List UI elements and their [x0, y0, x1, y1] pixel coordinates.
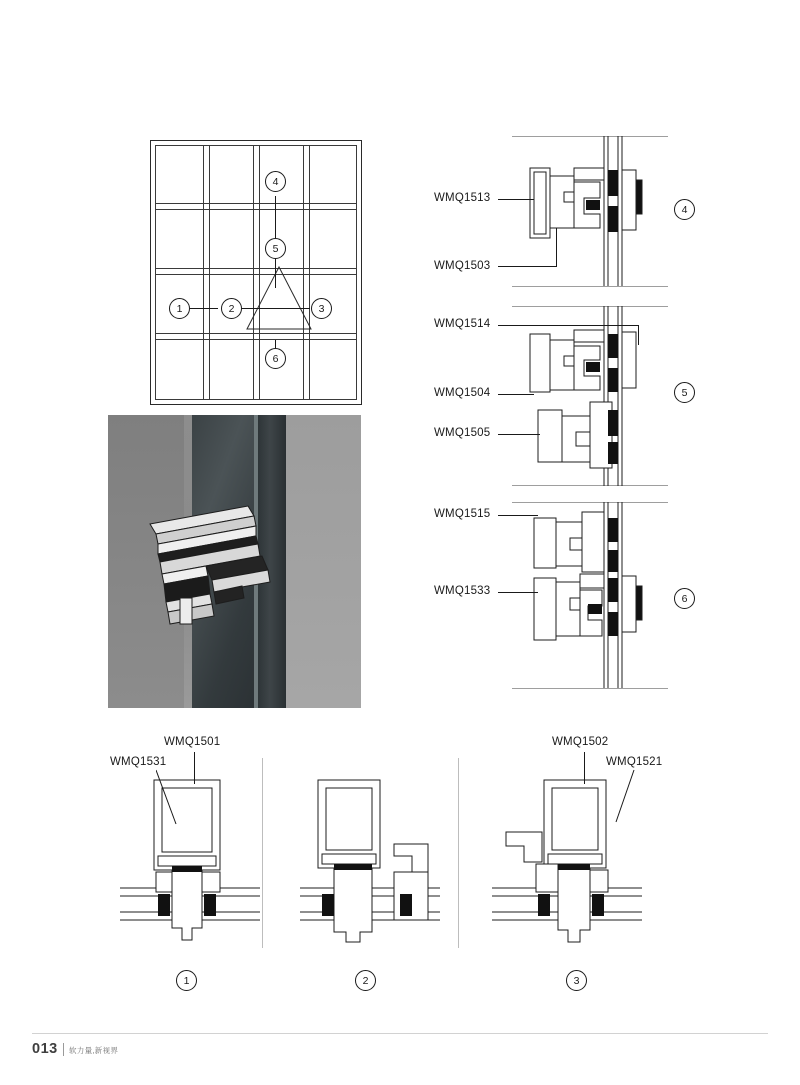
elevation-drawing — [150, 140, 362, 405]
label-wmq1503: WMQ1503 — [434, 260, 491, 272]
label-wmq1505: WMQ1505 — [434, 427, 491, 439]
vent-symbol-icon — [245, 265, 313, 333]
label-wmq1515: WMQ1515 — [434, 508, 491, 520]
detail-marker-4[interactable]: 4 — [674, 199, 695, 220]
bottom-separator-1 — [262, 758, 263, 948]
leader-wmq1502 — [584, 752, 585, 784]
elevation-marker-3[interactable]: 3 — [311, 298, 332, 319]
elevation-marker-4[interactable]: 4 — [265, 171, 286, 192]
detail-5-section — [512, 306, 672, 486]
elevation-marker-5[interactable]: 5 — [265, 238, 286, 259]
label-wmq1502: WMQ1502 — [552, 736, 609, 748]
detail-4-section — [512, 136, 672, 286]
elevation-transom-h1 — [155, 203, 357, 210]
right-rule-bottom — [512, 688, 668, 689]
bottom-detail-2-section — [300, 760, 440, 950]
footer-separator — [63, 1043, 64, 1056]
elevation-marker-6[interactable]: 6 — [265, 348, 286, 369]
leader-wmq1515 — [498, 515, 538, 516]
elevation-marker-2[interactable]: 2 — [221, 298, 242, 319]
elevation-transom-h3 — [155, 333, 357, 340]
bottom-separator-2 — [458, 758, 459, 948]
label-wmq1514: WMQ1514 — [434, 318, 491, 330]
page-number: 013 — [32, 1041, 58, 1057]
right-rule-1 — [512, 286, 668, 287]
leader-wmq1531 — [156, 768, 182, 826]
bottom-marker-2[interactable]: 2 — [355, 970, 376, 991]
leader-wmq1514-h — [498, 325, 638, 326]
leader-wmq1513 — [498, 199, 534, 200]
detail-6-section — [512, 502, 672, 688]
elevation-marker-1[interactable]: 1 — [169, 298, 190, 319]
leader-wmq1533 — [498, 592, 538, 593]
leader-elev-2 — [240, 308, 310, 309]
leader-wmq1514-v — [638, 325, 639, 345]
leader-wmq1505 — [498, 434, 540, 435]
footer-tagline: 软力量,新视界 — [69, 1046, 119, 1055]
label-wmq1533: WMQ1533 — [434, 585, 491, 597]
footer-divider — [32, 1033, 768, 1034]
leader-wmq1521 — [614, 768, 640, 824]
photo-extrusion-profile — [146, 500, 316, 635]
leader-elev-1 — [188, 308, 218, 309]
label-wmq1501: WMQ1501 — [164, 736, 221, 748]
label-wmq1504: WMQ1504 — [434, 387, 491, 399]
product-photo — [108, 415, 361, 708]
leader-wmq1504 — [498, 394, 534, 395]
label-wmq1521: WMQ1521 — [606, 756, 663, 768]
leader-elev-5 — [275, 258, 276, 288]
leader-wmq1501 — [194, 752, 195, 784]
bottom-marker-3[interactable]: 3 — [566, 970, 587, 991]
label-wmq1513: WMQ1513 — [434, 192, 491, 204]
detail-marker-5[interactable]: 5 — [674, 382, 695, 403]
leader-wmq1503-h — [498, 266, 556, 267]
leader-wmq1503-v — [556, 228, 557, 267]
detail-marker-6[interactable]: 6 — [674, 588, 695, 609]
bottom-marker-1[interactable]: 1 — [176, 970, 197, 991]
bottom-detail-1-section — [120, 760, 260, 950]
label-wmq1531: WMQ1531 — [110, 756, 167, 768]
